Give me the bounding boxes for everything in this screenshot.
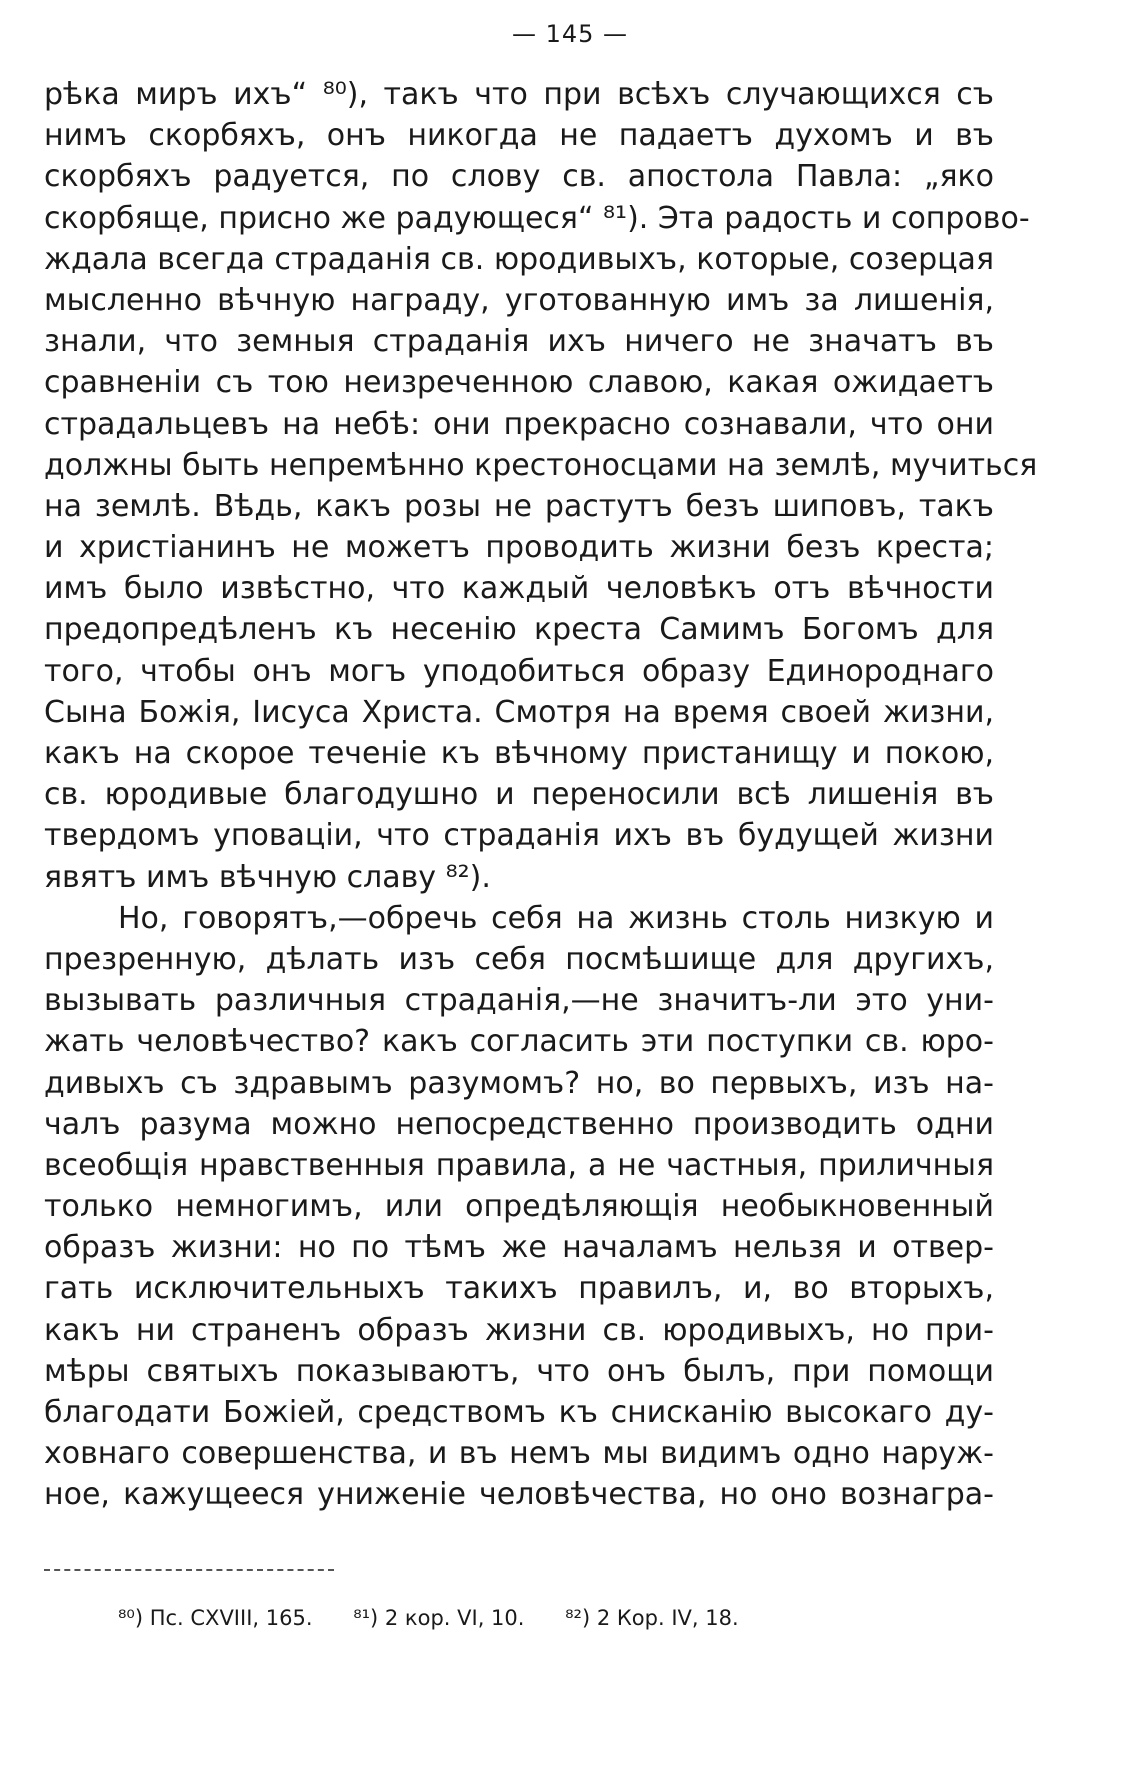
- text-line: ждала всегда страданія св. юродивыхъ, которые, созерцая: [44, 241, 994, 277]
- text-line: вызывать различныя страданія,—не значитъ-ли это уни-: [44, 983, 994, 1019]
- text-line: знали, что земныя страданія ихъ ничего не значатъ въ: [44, 324, 994, 360]
- text-line: благодати Божіей, средствомъ къ снисканію высокаго ду-: [44, 1395, 994, 1430]
- text-line: того, чтобы онъ могъ уподобиться образу Единороднаго: [44, 653, 994, 689]
- text-line: имъ было извѣстно, что каждый человѣкъ отъ вѣчности: [44, 571, 994, 607]
- text-line: жать человѣчество? какъ согласить эти поступки св. юро-: [44, 1024, 994, 1060]
- text-line: чалъ разума можно непосредственно производить одни: [44, 1106, 994, 1142]
- text-line: образъ жизни: но по тѣмъ же началамъ нельзя и отвер-: [44, 1230, 994, 1266]
- text-line: должны быть непремѣнно крестоносцами на землѣ, мучиться: [44, 447, 1038, 483]
- text-line: явятъ имъ вѣчную славу ⁸²).: [44, 859, 491, 895]
- text-line: гать исключительныхъ такихъ правилъ, и, во вторыхъ,: [44, 1271, 994, 1307]
- text-line: какъ на скорое теченіе къ вѣчному пристанищу и покою,: [44, 736, 994, 771]
- text-line: нимъ скорбяхъ, онъ никогда не падаетъ духомъ и въ: [44, 118, 994, 154]
- text-line: Но, говорятъ,—обречь себя на жизнь столь низкую и: [118, 900, 994, 936]
- text-line: мѣры святыхъ показываютъ, что онъ былъ, при помощи: [44, 1353, 994, 1389]
- text-line: сравненіи съ тою неизреченною славою, какая ожидаетъ: [44, 365, 994, 401]
- footnote: ⁸²) 2 Кор. IV, 18.: [565, 1606, 739, 1630]
- footnote: ⁸¹) 2 кор. VI, 10.: [353, 1606, 525, 1630]
- text-line: ховнаго совершенства, и въ немъ мы видимъ одно наруж-: [44, 1436, 994, 1472]
- text-line: страдальцевъ на небѣ: они прекрасно сознавали, что они: [44, 406, 994, 442]
- text-line: скорбяще, присно же радующеся“ ⁸¹). Эта радость и сопрово-: [44, 200, 1030, 236]
- body-text: [44, 74, 1038, 1516]
- text-line: св. юродивые благодушно и переносили всѣ лишенія въ: [44, 777, 994, 813]
- footnote: ⁸⁰) Пс. CXVIII, 165.: [118, 1606, 313, 1630]
- footnote-divider: [44, 1569, 334, 1571]
- text-line: рѣка миръ ихъ“ ⁸⁰), такъ что при всѣхъ случающихся съ: [44, 77, 994, 112]
- text-line: предопредѣленъ къ несенію креста Самимъ Богомъ для: [44, 612, 994, 648]
- page-number: — 145 —: [511, 20, 629, 48]
- text-line: всеобщія нравственныя правила, а не частныя, приличныя: [44, 1147, 994, 1183]
- text-line: только немногимъ, или опредѣляющія необыкновенный: [44, 1189, 994, 1225]
- footnotes: [118, 1606, 1018, 1630]
- text-line: скорбяхъ радуется, по слову св. апостола Павла: „яко: [44, 159, 994, 195]
- text-line: мысленно вѣчную награду, уготованную имъ за лишенія,: [44, 282, 994, 318]
- text-line: на землѣ. Вѣдь, какъ розы не растутъ безъ шиповъ, такъ: [44, 488, 994, 524]
- text-line: ное, кажущееся униженіе человѣчества, но оно вознагра-: [44, 1477, 994, 1513]
- text-line: Сына Божія, Іисуса Христа. Смотря на время своей жизни,: [44, 694, 994, 730]
- text-line: и христіанинъ не можетъ проводить жизни безъ креста;: [44, 530, 994, 566]
- text-line: презренную, дѣлать изъ себя посмѣшище для другихъ,: [44, 941, 994, 977]
- text-line: какъ ни страненъ образъ жизни св. юродивыхъ, но при-: [44, 1312, 994, 1348]
- text-line: дивыхъ съ здравымъ разумомъ? но, во первыхъ, изъ на-: [44, 1065, 994, 1101]
- text-line: твердомъ уповаціи, что страданія ихъ въ будущей жизни: [44, 818, 994, 854]
